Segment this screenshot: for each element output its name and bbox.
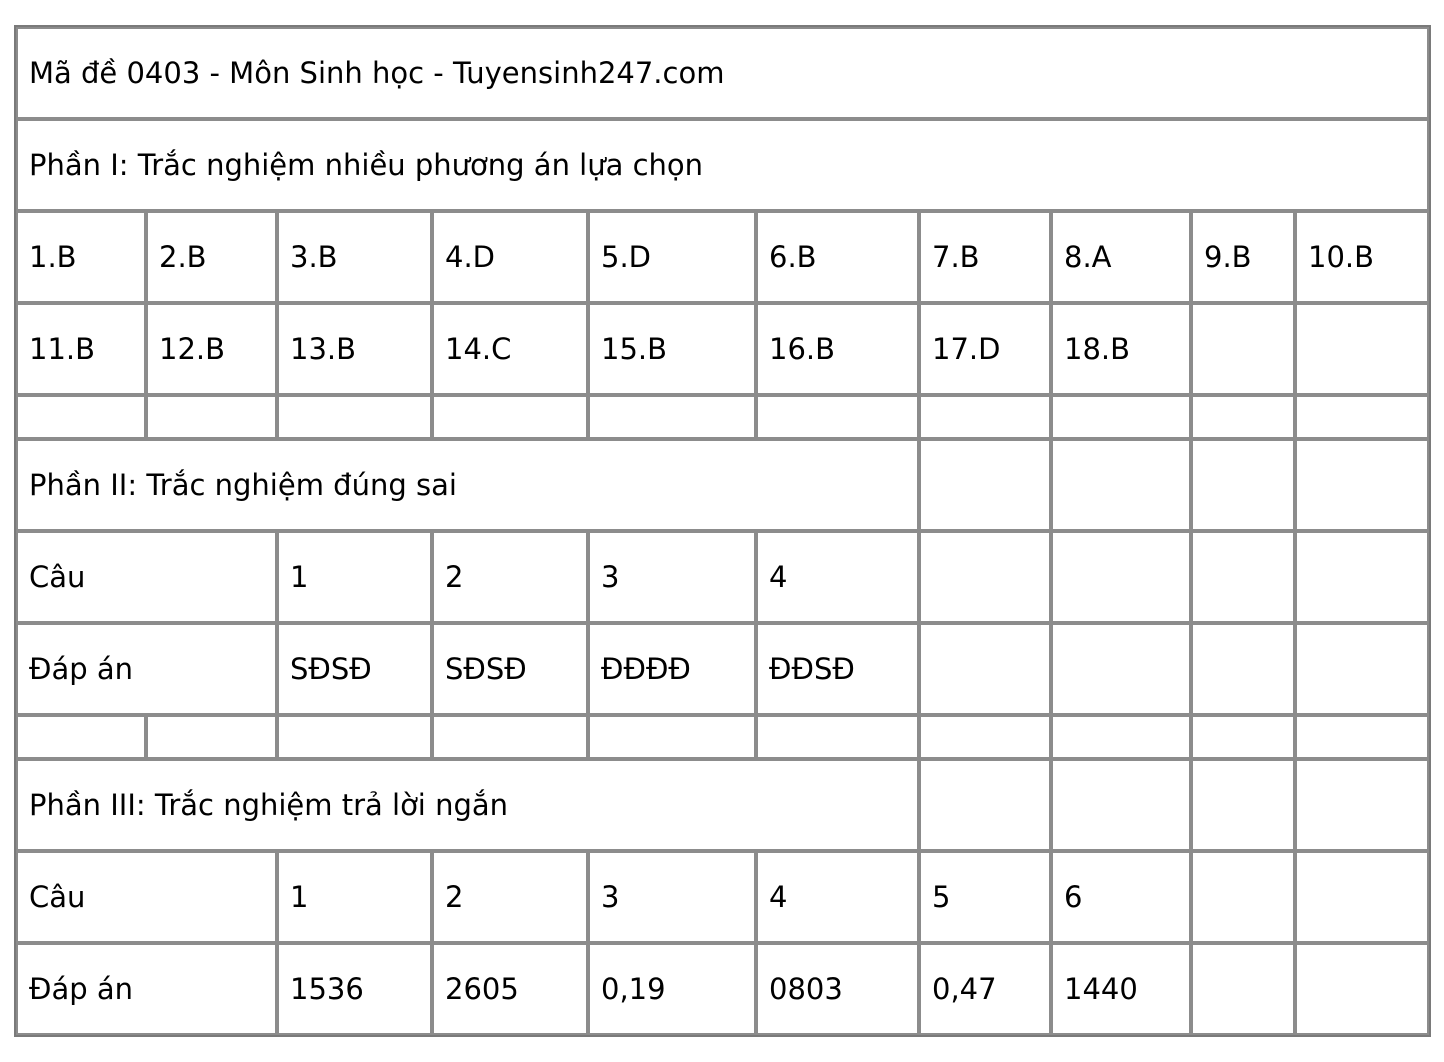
part3-question-number: 6 [1051, 851, 1191, 943]
empty-cell [1295, 623, 1429, 715]
part2-question-label: Câu [16, 531, 277, 623]
part1-answer-cell: 6.B [756, 211, 919, 303]
empty-cell [919, 439, 1051, 531]
empty-cell [919, 531, 1051, 623]
part1-answer-row-2 [16, 303, 1429, 395]
empty-cell [1051, 439, 1191, 531]
part2-answer: SĐSĐ [432, 623, 588, 715]
empty-cell [1191, 531, 1295, 623]
part1-answer-cell: 9.B [1191, 211, 1295, 303]
empty-cell [588, 395, 756, 439]
part2-answer: SĐSĐ [277, 623, 432, 715]
part2-question-number: 1 [277, 531, 432, 623]
empty-cell [16, 395, 146, 439]
part3-question-number: 2 [432, 851, 588, 943]
part2-question-number: 3 [588, 531, 756, 623]
part2-question-row [16, 531, 1429, 623]
empty-cell [1191, 943, 1295, 1035]
empty-cell [277, 395, 432, 439]
empty-cell [588, 715, 756, 759]
empty-cell [277, 715, 432, 759]
answer-key-table [14, 25, 1431, 1037]
part3-heading: Phần III: Trắc nghiệm trả lời ngắn [16, 759, 919, 851]
part1-answer-cell: 1.B [16, 211, 146, 303]
part1-answer-cell: 16.B [756, 303, 919, 395]
part2-answer: ĐĐĐĐ [588, 623, 756, 715]
exam-title: Mã đề 0403 - Môn Sinh học - Tuyensinh247.com [16, 27, 1429, 119]
part3-answer: 0,19 [588, 943, 756, 1035]
empty-cell [1051, 623, 1191, 715]
part1-answer-cell: 11.B [16, 303, 146, 395]
empty-cell [1295, 395, 1429, 439]
part2-answer-row [16, 623, 1429, 715]
title-row [16, 27, 1429, 119]
answer-key-sheet [14, 25, 1427, 1037]
empty-cell [919, 715, 1051, 759]
part3-question-number: 5 [919, 851, 1051, 943]
empty-cell [1191, 303, 1295, 395]
part2-heading-row [16, 439, 1429, 531]
part3-answer: 1440 [1051, 943, 1191, 1035]
part1-answer-cell: 18.B [1051, 303, 1191, 395]
spacer-row [16, 395, 1429, 439]
part1-heading-row [16, 119, 1429, 211]
part1-answer-cell: 5.D [588, 211, 756, 303]
empty-cell [1191, 759, 1295, 851]
empty-cell [1191, 439, 1295, 531]
part1-answer-cell: 15.B [588, 303, 756, 395]
part3-answer: 2605 [432, 943, 588, 1035]
empty-cell [1051, 531, 1191, 623]
empty-cell [16, 715, 146, 759]
empty-cell [756, 715, 919, 759]
part1-answer-cell: 12.B [146, 303, 277, 395]
part1-answer-cell: 17.D [919, 303, 1051, 395]
part1-answer-cell: 7.B [919, 211, 1051, 303]
empty-cell [1295, 943, 1429, 1035]
part1-answer-row-1 [16, 211, 1429, 303]
part3-answer-label: Đáp án [16, 943, 277, 1035]
part1-answer-cell: 2.B [146, 211, 277, 303]
part1-answer-cell: 4.D [432, 211, 588, 303]
empty-cell [919, 759, 1051, 851]
empty-cell [1191, 715, 1295, 759]
empty-cell [919, 623, 1051, 715]
empty-cell [1191, 623, 1295, 715]
part1-heading: Phần I: Trắc nghiệm nhiều phương án lựa chọn [16, 119, 1429, 211]
part3-question-label: Câu [16, 851, 277, 943]
part1-answer-cell: 8.A [1051, 211, 1191, 303]
part3-answer-row [16, 943, 1429, 1035]
part3-answer: 1536 [277, 943, 432, 1035]
empty-cell [1191, 395, 1295, 439]
empty-cell [1191, 851, 1295, 943]
part1-answer-cell: 13.B [277, 303, 432, 395]
empty-cell [1295, 531, 1429, 623]
empty-cell [1295, 851, 1429, 943]
part2-answer-label: Đáp án [16, 623, 277, 715]
empty-cell [1295, 759, 1429, 851]
empty-cell [1051, 715, 1191, 759]
part3-question-number: 1 [277, 851, 432, 943]
empty-cell [1295, 303, 1429, 395]
empty-cell [432, 715, 588, 759]
empty-cell [919, 395, 1051, 439]
part1-answer-cell: 3.B [277, 211, 432, 303]
part3-question-number: 4 [756, 851, 919, 943]
part2-question-number: 2 [432, 531, 588, 623]
empty-cell [1295, 715, 1429, 759]
part1-answer-cell: 10.B [1295, 211, 1429, 303]
spacer-row [16, 715, 1429, 759]
empty-cell [432, 395, 588, 439]
empty-cell [1051, 759, 1191, 851]
part3-answer: 0803 [756, 943, 919, 1035]
part2-heading: Phần II: Trắc nghiệm đúng sai [16, 439, 919, 531]
part3-answer: 0,47 [919, 943, 1051, 1035]
empty-cell [756, 395, 919, 439]
part2-question-number: 4 [756, 531, 919, 623]
part2-answer: ĐĐSĐ [756, 623, 919, 715]
empty-cell [1051, 395, 1191, 439]
part3-question-number: 3 [588, 851, 756, 943]
empty-cell [146, 395, 277, 439]
empty-cell [146, 715, 277, 759]
part1-answer-cell: 14.C [432, 303, 588, 395]
empty-cell [1295, 439, 1429, 531]
part3-heading-row [16, 759, 1429, 851]
part3-question-row [16, 851, 1429, 943]
